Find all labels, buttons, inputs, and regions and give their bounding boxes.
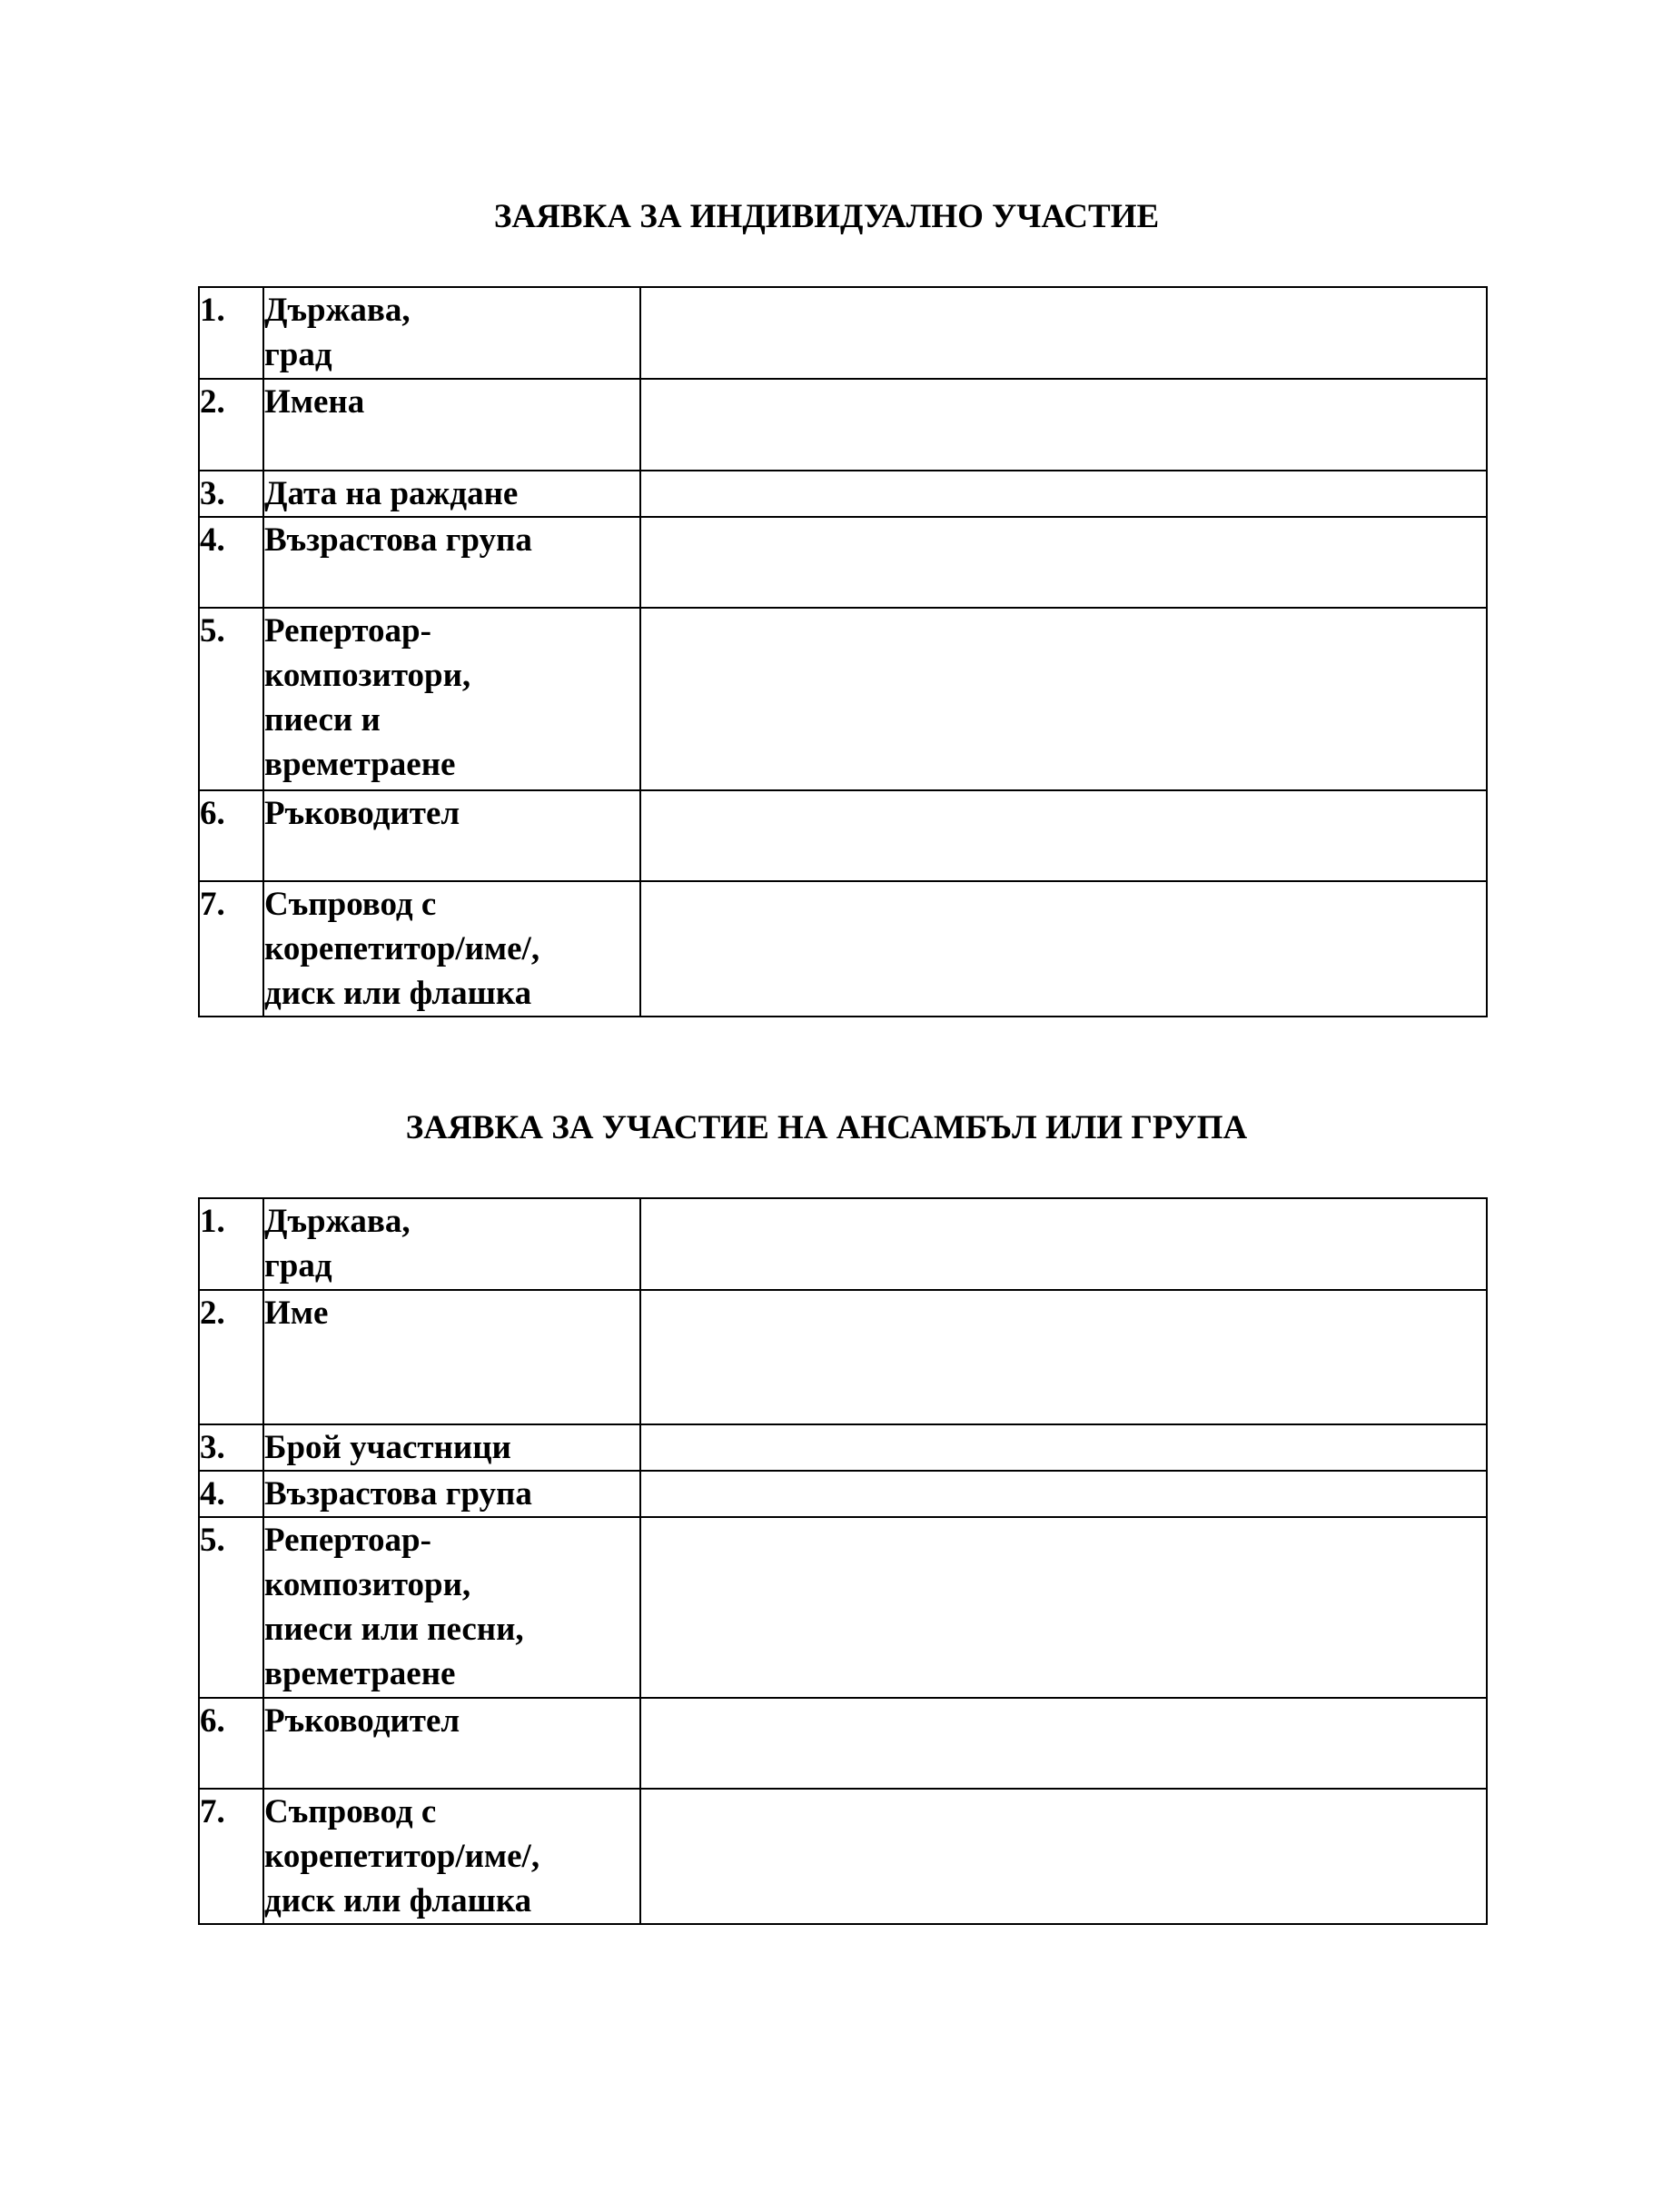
- row-label-line: Имена: [264, 383, 365, 421]
- name-field[interactable]: [640, 1290, 1487, 1424]
- row-number: 6.: [199, 790, 263, 881]
- row-number: 1.: [199, 1198, 263, 1290]
- ensemble-form-title: ЗАЯВКА ЗА УЧАСТИЕ НА АНСАМБЪЛ ИЛИ ГРУПА: [405, 1109, 1248, 1146]
- birthdate-field[interactable]: [640, 471, 1487, 517]
- age-group-field[interactable]: [640, 1471, 1487, 1517]
- row-label: [263, 1198, 640, 1290]
- row-label-line: Дата на раждане: [264, 475, 519, 512]
- row-number: 5.: [199, 608, 263, 790]
- row-number: 3.: [199, 471, 263, 517]
- row-label-line: Репертоар-: [264, 612, 431, 650]
- country-city-field[interactable]: [640, 287, 1487, 379]
- row-number: 7.: [199, 1789, 263, 1924]
- leader-field[interactable]: [640, 1698, 1487, 1789]
- row-label: [263, 1517, 640, 1698]
- row-label-line: Съпровод с: [264, 886, 437, 923]
- row-label-line: град: [264, 336, 332, 373]
- row-number: 4.: [199, 517, 263, 608]
- row-label: [263, 1789, 640, 1924]
- individual-row-leader: [199, 790, 1487, 881]
- row-number: 4.: [199, 1471, 263, 1517]
- row-label: [263, 1290, 640, 1424]
- individual-row-birthdate: [199, 471, 1487, 517]
- country-city-field[interactable]: [640, 1198, 1487, 1290]
- row-label-line: диск или флашка: [264, 975, 532, 1012]
- row-label: [263, 1424, 640, 1471]
- repertoire-field[interactable]: [640, 608, 1487, 790]
- names-field[interactable]: [640, 379, 1487, 471]
- ensemble-row-country: [199, 1198, 1487, 1290]
- individual-form-title: ЗАЯВКА ЗА ИНДИВИДУАЛНО УЧАСТИЕ: [493, 198, 1160, 235]
- row-number: 5.: [199, 1517, 263, 1698]
- row-label-line: Име: [264, 1294, 329, 1332]
- row-number: 6.: [199, 1698, 263, 1789]
- row-label-line: Съпровод с: [264, 1793, 437, 1830]
- participants-count-field[interactable]: [640, 1424, 1487, 1471]
- ensemble-row-participants: [199, 1424, 1487, 1471]
- row-label: [263, 1698, 640, 1789]
- row-label: [263, 608, 640, 790]
- row-label-line: Държава,: [264, 292, 411, 329]
- individual-row-accompaniment: [199, 881, 1487, 1017]
- row-label-line: корепетитор/име/,: [264, 930, 540, 967]
- accompaniment-field[interactable]: [640, 881, 1487, 1017]
- row-label-line: пиеси и: [264, 701, 381, 739]
- individual-row-names: [199, 379, 1487, 471]
- repertoire-field[interactable]: [640, 1517, 1487, 1698]
- row-label-line: град: [264, 1247, 332, 1285]
- individual-row-age-group: [199, 517, 1487, 608]
- ensemble-row-name: [199, 1290, 1487, 1424]
- row-label: [263, 1471, 640, 1517]
- row-label-line: времетраене: [264, 746, 456, 783]
- row-label: [263, 790, 640, 881]
- row-label: [263, 287, 640, 379]
- row-label-line: Държава,: [264, 1203, 411, 1240]
- individual-row-repertoire: [199, 608, 1487, 790]
- row-label-line: Репертоар-: [264, 1522, 431, 1559]
- row-label-line: времетраене: [264, 1655, 456, 1692]
- individual-row-country: [199, 287, 1487, 379]
- leader-field[interactable]: [640, 790, 1487, 881]
- row-number: 1.: [199, 287, 263, 379]
- row-label-line: Възрастова група: [264, 521, 532, 559]
- ensemble-row-accompaniment: [199, 1789, 1487, 1924]
- row-label-line: диск или флашка: [264, 1882, 532, 1919]
- row-label: [263, 471, 640, 517]
- row-number: 2.: [199, 1290, 263, 1424]
- row-number: 2.: [199, 379, 263, 471]
- row-label: [263, 881, 640, 1017]
- row-label-line: Възрастова група: [264, 1475, 532, 1513]
- row-label-line: композитори,: [264, 1566, 471, 1603]
- row-number: 3.: [199, 1424, 263, 1471]
- row-label: [263, 517, 640, 608]
- row-number: 7.: [199, 881, 263, 1017]
- ensemble-row-repertoire: [199, 1517, 1487, 1698]
- ensemble-row-age-group: [199, 1471, 1487, 1517]
- row-label-line: корепетитор/име/,: [264, 1838, 540, 1875]
- row-label-line: Ръководител: [264, 1702, 460, 1740]
- row-label-line: Ръководител: [264, 795, 460, 832]
- accompaniment-field[interactable]: [640, 1789, 1487, 1924]
- age-group-field[interactable]: [640, 517, 1487, 608]
- row-label: [263, 379, 640, 471]
- ensemble-row-leader: [199, 1698, 1487, 1789]
- ensemble-form-table: [198, 1197, 1488, 1925]
- row-label-line: Брой участници: [264, 1429, 511, 1466]
- row-label-line: пиеси или песни,: [264, 1611, 524, 1648]
- row-label-line: композитори,: [264, 657, 471, 694]
- individual-form-table: [198, 286, 1488, 1017]
